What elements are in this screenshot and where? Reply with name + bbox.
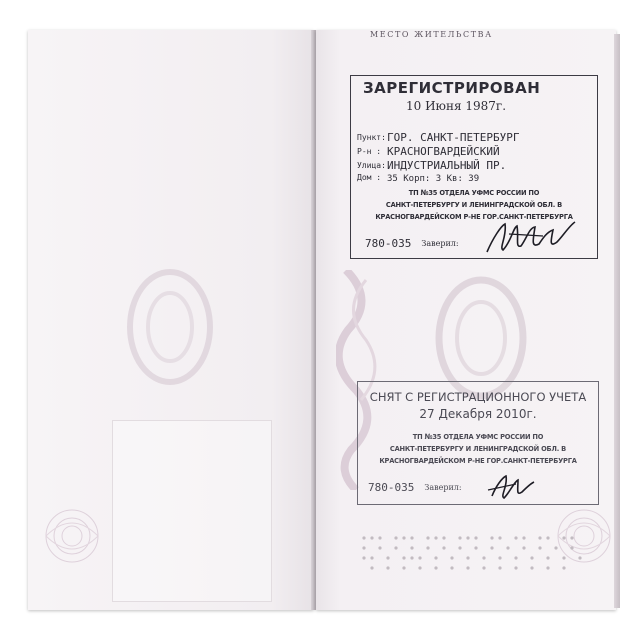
address-line-city xyxy=(357,131,519,144)
officer-signature xyxy=(486,470,536,502)
left-page xyxy=(28,30,314,610)
office-line: ТП №35 ОТДЕЛА УФМС РОССИИ ПО xyxy=(412,432,544,441)
address-value: ГОР. САНКТ-ПЕТЕРБУРГ xyxy=(387,131,520,144)
address-label: Улица: xyxy=(357,161,386,170)
deregistration-date: 27 Декабря 2010г. xyxy=(419,407,537,421)
registration-status: ЗАРЕГИСТРИРОВАН xyxy=(363,79,541,97)
perforated-serial xyxy=(360,532,590,572)
registration-date: 10 Июня 1987г. xyxy=(406,99,507,113)
signature-label: Заверил: xyxy=(421,239,459,248)
department-code-line xyxy=(365,237,459,250)
department-code-line xyxy=(368,481,462,494)
deregistration-status: СНЯТ С РЕГИСТРАЦИОННОГО УЧЕТА xyxy=(369,390,587,404)
address-value: ИНДУСТРИАЛЬНЫЙ ПР. xyxy=(387,159,507,172)
address-line-house xyxy=(357,173,479,184)
left-rosette-pattern xyxy=(42,506,102,566)
registration-stamp xyxy=(350,75,598,259)
office-line: САНКТ-ПЕТЕРБУРГУ И ЛЕНИНГРАДСКОЙ ОБЛ. В xyxy=(389,444,567,453)
address-line-district xyxy=(357,145,500,158)
left-watermark-emblem xyxy=(120,262,220,392)
photo-area xyxy=(112,420,272,602)
department-code: 780-035 xyxy=(368,481,415,494)
office-line: КРАСНОГВАРДЕЙСКОМ Р-НЕ ГОР.САНКТ-ПЕТЕРБУРГА xyxy=(379,456,577,465)
signature-label: Заверил: xyxy=(424,483,462,492)
address-label: Р-н : xyxy=(357,147,382,156)
address-line-street xyxy=(357,159,506,172)
page-edges xyxy=(614,34,620,608)
address-value: 35 Корп: 3 Кв: 39 xyxy=(387,174,480,184)
department-code: 780-035 xyxy=(365,237,412,250)
deregistration-stamp xyxy=(357,381,599,505)
address-label: Пункт: xyxy=(357,133,386,142)
section-title: МЕСТО ЖИТЕЛЬСТВА xyxy=(370,30,493,39)
officer-signature xyxy=(483,218,578,258)
office-line: ТП №35 ОТДЕЛА УФМС РОССИИ ПО xyxy=(408,188,540,197)
office-line: САНКТ-ПЕТЕРБУРГУ И ЛЕНИНГРАДСКОЙ ОБЛ. В xyxy=(385,200,563,209)
office-line: КРАСНОГВАРДЕЙСКОМ Р-НЕ ГОР.САНКТ-ПЕТЕРБУРГА xyxy=(375,212,573,221)
address-value: КРАСНОГВАРДЕЙСКИЙ xyxy=(387,145,500,158)
address-label: Дом : xyxy=(357,173,382,182)
